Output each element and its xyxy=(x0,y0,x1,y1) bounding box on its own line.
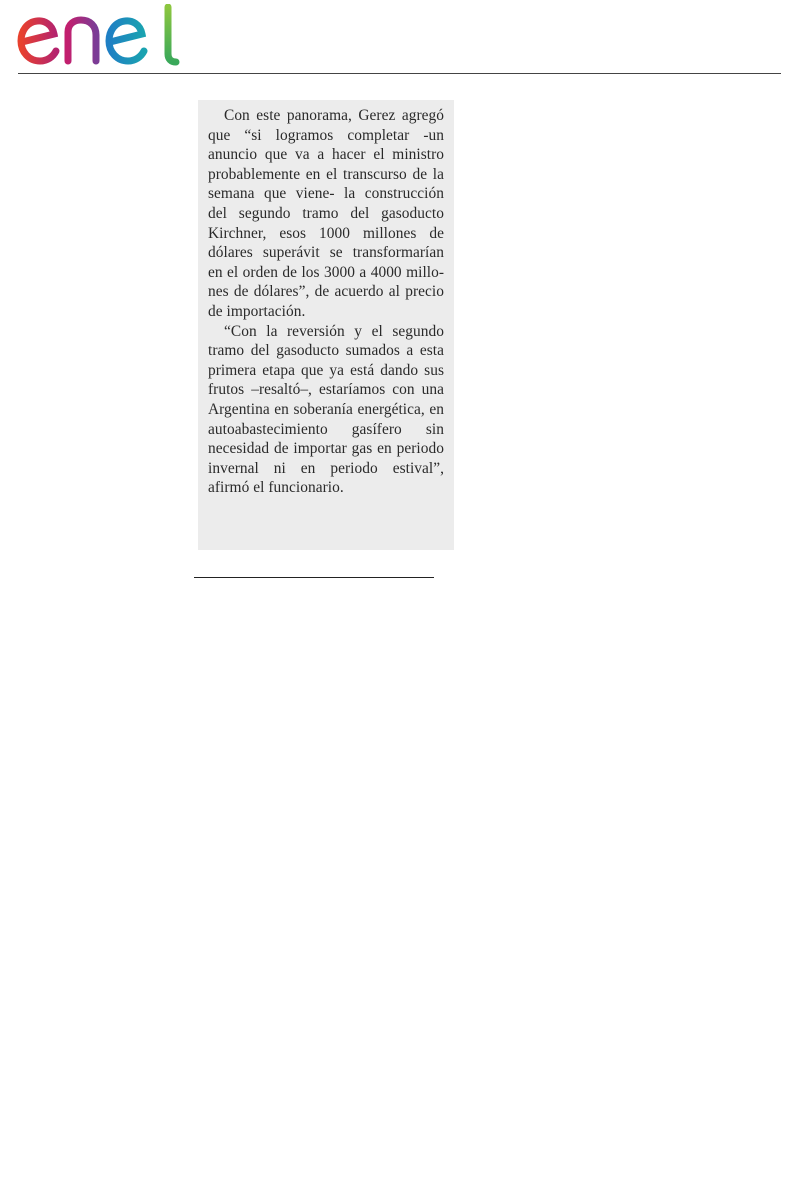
header-divider xyxy=(18,73,781,74)
page-header xyxy=(0,0,800,76)
newspaper-clipping xyxy=(198,100,454,550)
article-paragraph: Con este panorama, Gerez agregó que “si logramos completar -un anuncio que va a hacer el ministro probablemente en el transcurso de la semana que viene- la construcción del segundo tramo del gasoducto Kirchner, esos 1000 millones de dólares superávit se transformarían en el orden de los 3000 a 4000 millones de dólares”, de acuerdo al precio de importación. xyxy=(208,107,444,320)
enel-logo-icon xyxy=(16,4,182,66)
article-paragraph: “Con la reversión y el segundo tramo del gasoducto sumados a esta primera etapa que ya está dando sus frutos –resaltó–, estaríamos con una Argentina en soberanía energética, en autoabastecimiento gasífero sin necesidad de importar gas en periodo invernal ni en periodo estival”, afirmó el funcionario. xyxy=(208,322,444,497)
clipping-divider xyxy=(194,577,434,578)
